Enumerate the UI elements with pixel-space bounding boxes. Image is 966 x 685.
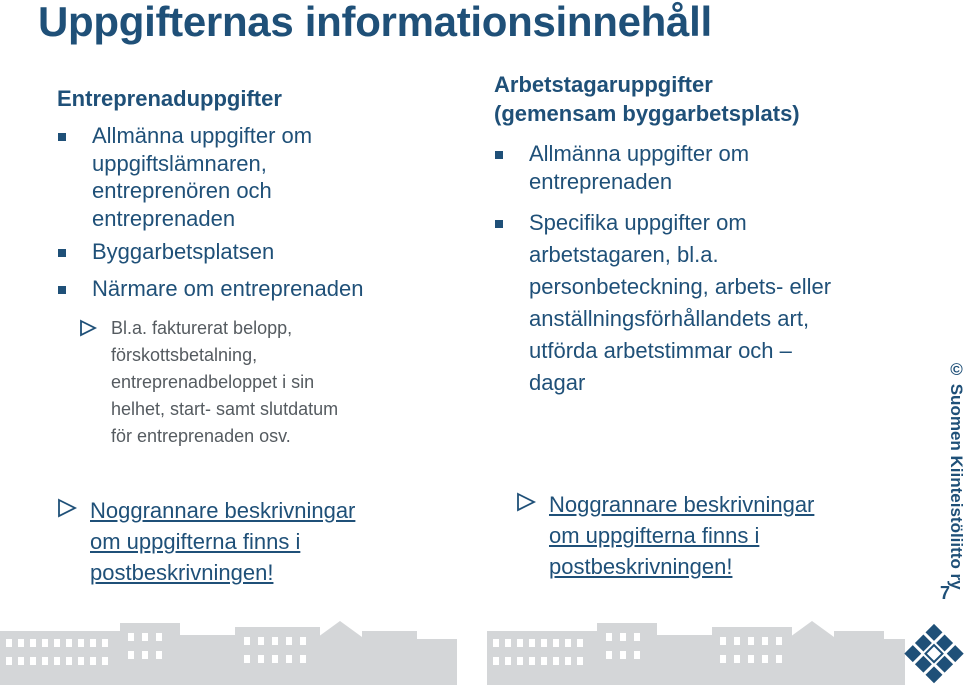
left-bullet-contract [57,275,457,303]
left-heading: Entreprenaduppgifter [57,86,282,111]
link-line[interactable]: om uppgifterna finns i [90,529,301,554]
right-bullet-general [494,140,894,195]
left-description-link[interactable] [57,495,457,588]
subbullet-line: entreprenadbeloppet i sin [111,372,315,392]
bullet-line: dagar [529,370,586,395]
arrow-bullet-icon [516,492,536,512]
copyright-notice: © Suomen Kiinteistöliitto ry [947,360,966,590]
heading-line: (gemensam byggarbetsplats) [494,101,800,126]
link-line[interactable]: postbeskrivningen! [549,554,733,579]
link-line[interactable]: om uppgifterna finns i [549,523,760,548]
left-bullet-site [57,238,457,266]
right-column [494,70,894,582]
right-description-link[interactable] [516,489,929,582]
link-line[interactable]: postbeskrivningen! [90,560,274,585]
subbullet-line: helhet, start- samt slutdatum [111,399,339,419]
link-line[interactable]: Noggrannare beskrivningar [549,492,815,517]
right-bullet-specific [494,207,894,399]
slide-title: Uppgifternas informationsinnehåll [38,0,712,45]
bullet-line: Allmänna uppgifter om [92,123,313,148]
right-heading [494,70,894,128]
bullet-line: entreprenaden [529,168,673,194]
footer-skyline-image [0,617,905,685]
bullet-line: anställningsförhållandets art, [529,306,810,331]
bullet-line: arbetstagaren, bl.a. [529,242,719,267]
square-bullet-icon [495,151,503,159]
bullet-line: Specifika uppgifter om [529,210,747,235]
bullet-line: Närmare om entreprenaden [92,275,364,301]
arrow-bullet-icon [57,498,77,518]
page-number: 7 [940,583,951,603]
left-bullet-general [57,122,457,232]
link-line[interactable]: Noggrannare beskrivningar [90,498,356,523]
square-bullet-icon [58,133,66,141]
square-bullet-icon [58,249,66,257]
left-subbullet [57,315,457,450]
left-column [57,84,457,588]
subbullet-line: för entreprenaden osv. [111,426,291,446]
bullet-line: Allmänna uppgifter om [529,141,750,166]
subbullet-line: förskottsbetalning, [111,345,258,365]
bullet-line: personbeteckning, arbets- eller [529,274,832,299]
bullet-line: utförda arbetstimmar och – [529,338,792,363]
heading-line: Arbetstagaruppgifter [494,72,713,97]
bullet-line: uppgiftslämnaren, [92,150,267,176]
bullet-line: entreprenören och [92,178,272,203]
arrow-bullet-icon [79,319,97,337]
bullet-line: entreprenaden [92,205,236,231]
subbullet-line: Bl.a. fakturerat belopp, [111,318,293,338]
kiinteistoliitto-logo-icon [904,624,960,685]
square-bullet-icon [495,220,503,228]
bullet-line: Byggarbetsplatsen [92,239,275,264]
square-bullet-icon [58,286,66,294]
